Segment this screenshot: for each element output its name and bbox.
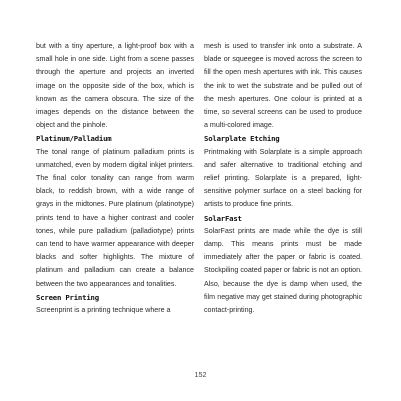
platinum-palladium-paragraph: The tonal range of platinum palladium prints is unmatched, even by modern digital inkjet printers. The final color tonality can range from warm black, to reddish brown, with a wide range of grays in the midtones. Pure platinum (platinotype) prints tend to have a higher contrast and cooler tones, while pure palladium (palladiotype) prints can tend to have warmer appearance with deeper blacks and softer highlights. The mixture of platinum and palladium can create a balance between the two appearances and tonalities.: [36, 147, 194, 288]
right-column: [204, 40, 362, 317]
solarfast-heading: SolarFast: [204, 213, 242, 223]
solarplate-etching-heading: Solarplate Etching: [204, 134, 280, 144]
page-number: 152: [194, 370, 207, 379]
screen-printing-paragraph: Screenprint is a printing technique where a: [36, 306, 171, 315]
solarfast-paragraph: SolarFast prints are made while the dye is still damp. This means prints must be made immediately after the paper or fabric is coated. Stockpiling coated paper or fabric is not an option. Also, because the dye is damp when used, the film negative may get stained during photographic contact-printing.: [204, 226, 362, 315]
screen-printing-heading: Screen Printing: [36, 292, 99, 302]
left-column: [36, 40, 194, 317]
platinum-palladium-heading: Platinum/Palladium: [36, 134, 112, 144]
screen-printing-continued-paragraph: mesh is used to transfer ink onto a substrate. A blade or squeegee is moved across the screen to fill the open mesh apertures with ink. This causes the ink to wet the substrate and be pulled out of the mesh apertures. One colour is printed at a time, so several screens can be used to produce a multi-colored image.: [204, 42, 362, 130]
pinhole-paragraph: but with a tiny aperture, a light-proof box with a small hole in one side. Light from a scene passes through the aperture and projects an inverted image on the opposite side of the box, which is known as the camera obscura. The size of the images depends on the distance between the object and the pinhole.: [36, 42, 194, 130]
solarplate-etching-paragraph: Printmaking with Solarplate is a simple approach and safer alternative to traditional etching and relief printing. Solarplate is a prepared, light-sensitive polymer surface on a steel backing for artists to produce fine prints.: [204, 147, 362, 209]
